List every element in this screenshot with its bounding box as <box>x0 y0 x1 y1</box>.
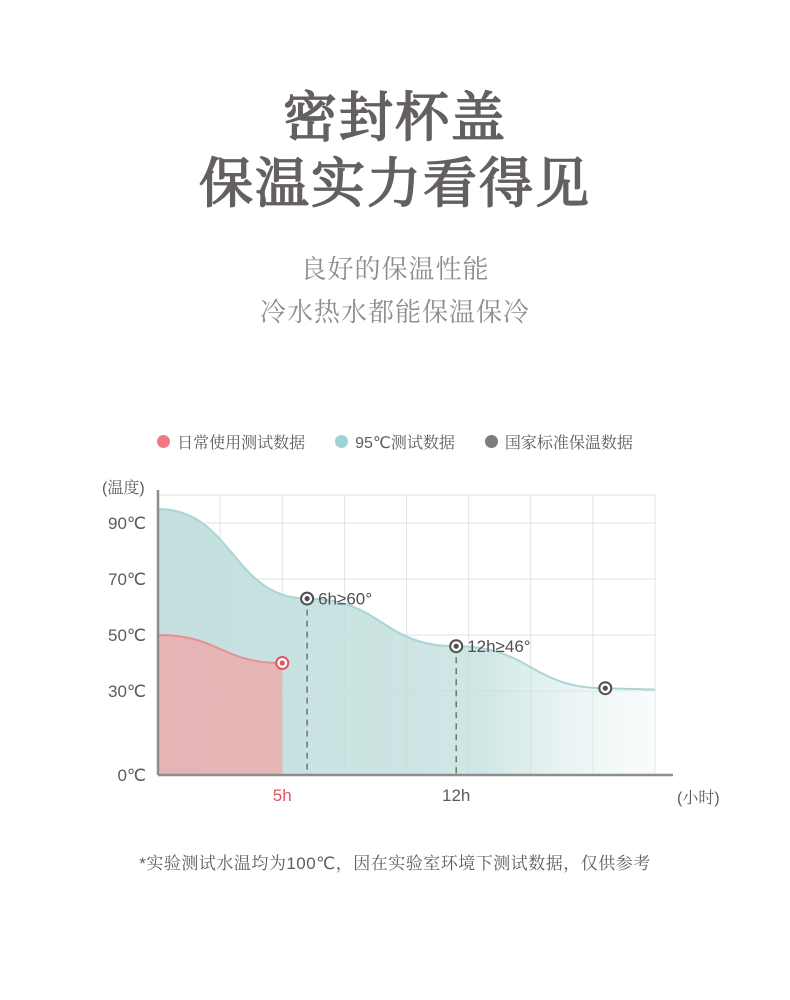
legend-swatch-icon <box>485 435 498 448</box>
marker-dot-icon <box>305 596 310 601</box>
chart-marker <box>276 657 288 669</box>
subtitle-line-1: 良好的保温性能 <box>300 253 490 284</box>
page-title <box>0 0 790 218</box>
marker-dot-icon <box>454 643 459 648</box>
legend-swatch-icon <box>335 435 348 448</box>
chart-annotation: 12h≥46° <box>467 636 531 656</box>
chart-footnote: *实验测试水温均为100℃，因在实验室环境下测试数据，仅供参考 <box>139 853 651 873</box>
x-axis-tick-label: 12h <box>442 785 471 805</box>
y-axis-title: (温度) <box>102 479 145 497</box>
y-axis-tick-label: 70℃ <box>107 569 146 589</box>
chart-marker <box>301 592 313 604</box>
chart-marker <box>599 682 611 694</box>
page-subtitle <box>0 248 790 334</box>
legend-label: 日常使用测试数据 <box>177 434 306 452</box>
temperature-retention-chart <box>0 475 790 835</box>
legend-label: 95℃测试数据 <box>355 434 455 452</box>
chart-legend <box>0 430 790 453</box>
y-axis-tick-label: 30℃ <box>107 681 146 701</box>
chart-canvas <box>0 475 790 835</box>
chart-annotation: 6h≥60° <box>318 589 373 609</box>
x-axis-title: (小时) <box>677 789 720 807</box>
headline-line-1: 密封杯盖 <box>283 88 507 148</box>
legend-swatch-icon <box>157 435 170 448</box>
marker-dot-icon <box>603 685 608 690</box>
legend-item-daily <box>157 430 305 453</box>
y-axis-tick-label: 90℃ <box>107 513 146 533</box>
y-axis-tick-label: 0℃ <box>117 765 146 785</box>
legend-label: 国家标准保温数据 <box>504 434 633 452</box>
x-axis-tick-label: 5h <box>272 785 292 805</box>
legend-item-national-standard <box>485 430 633 453</box>
chart-marker <box>450 640 462 652</box>
legend-item-95c <box>335 430 455 453</box>
subtitle-line-2: 冷水热水都能保温保冷 <box>259 296 530 327</box>
headline-line-2: 保温实力看得见 <box>199 153 591 214</box>
marker-dot-icon <box>280 660 285 665</box>
y-axis-tick-label: 50℃ <box>107 625 146 645</box>
